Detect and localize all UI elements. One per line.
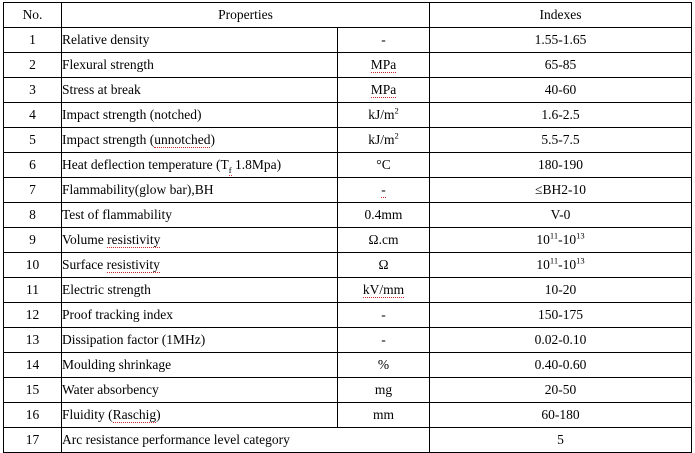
cell-property: Water absorbency [62,378,338,403]
table-row [4,253,692,278]
cell-no: 11 [4,278,62,303]
cell-unit [338,103,430,128]
table-row [4,153,692,178]
table-row [4,28,692,53]
cell-unit [338,78,430,103]
cell-unit: - [338,328,430,353]
cell-property: Stress at break [62,78,338,103]
cell-unit: - [338,28,430,53]
cell-index: 180-190 [430,153,692,178]
cell-no: 17 [4,428,62,453]
cell-index-base-a: 10 [536,231,550,247]
cell-property-subscript: f [228,164,232,175]
cell-no: 14 [4,353,62,378]
cell-index: 0.40-0.60 [430,353,692,378]
cell-no: 10 [4,253,62,278]
cell-property: Proof tracking index [62,303,338,328]
cell-no: 9 [4,228,62,253]
cell-index-exponent-b: 13 [576,255,585,266]
table-row [4,53,692,78]
table-row [4,353,692,378]
cell-property-text-flagged: resistivity [107,231,161,247]
cell-index: 150-175 [430,303,692,328]
table-row [4,278,692,303]
cell-index: 65-85 [430,53,692,78]
cell-property: Arc resistance performance level category [62,428,430,453]
cell-index: ≤BH2-10 [430,178,692,203]
cell-property-text-a: Surface [62,256,107,272]
column-header-no: No. [4,3,62,28]
cell-property-text-flagged: Raschig [112,406,157,422]
cell-property-text-b: ) [210,131,215,147]
cell-no: 5 [4,128,62,153]
cell-no: 7 [4,178,62,203]
cell-unit [338,178,430,203]
cell-property [62,403,338,428]
cell-unit-exponent: 2 [394,130,399,141]
table-row [4,303,692,328]
cell-property [62,153,338,178]
table-row [4,403,692,428]
cell-unit: mm [338,403,430,428]
table-row [4,128,692,153]
properties-table [3,2,692,453]
cell-property-text-a: Impact strength ( [62,131,155,147]
cell-unit-text: - [381,181,386,197]
cell-index-exponent-b: 13 [576,230,585,241]
cell-property: Relative density [62,28,338,53]
cell-property-text-flagged: resistivity [106,256,160,272]
cell-no: 2 [4,53,62,78]
cell-index-base-b: -10 [558,256,577,272]
cell-unit-text: MPa [370,81,397,97]
cell-unit [338,278,430,303]
cell-unit-text: kV/mm [362,281,405,297]
cell-unit: - [338,303,430,328]
table-row [4,328,692,353]
cell-unit [338,53,430,78]
cell-no: 12 [4,303,62,328]
cell-property-text-flagged: unnotched [154,131,211,147]
cell-no: 6 [4,153,62,178]
cell-index: V-0 [430,203,692,228]
cell-property: Electric strength [62,278,338,303]
cell-property-text-b: 1.8Mpa) [231,156,282,172]
table-row [4,178,692,203]
cell-no: 15 [4,378,62,403]
cell-no: 13 [4,328,62,353]
cell-index [430,228,692,253]
cell-unit: Ω.cm [338,228,430,253]
cell-no: 16 [4,403,62,428]
column-header-properties: Properties [62,3,430,28]
cell-unit: 0.4mm [338,203,430,228]
cell-unit [338,128,430,153]
table-row [4,203,692,228]
cell-property: Impact strength (notched) [62,103,338,128]
cell-index: 1.55-1.65 [430,28,692,53]
cell-property: Moulding shrinkage [62,353,338,378]
cell-property-text-a: Heat deflection temperature (T [62,156,229,172]
table-row [4,78,692,103]
cell-index-base-b: -10 [558,231,577,247]
cell-property: Flammability(glow bar),BH [62,178,338,203]
cell-no: 1 [4,28,62,53]
table-header-row [4,3,692,28]
cell-no: 8 [4,203,62,228]
cell-property: Flexural strength [62,53,338,78]
cell-unit: mg [338,378,430,403]
table-row [4,103,692,128]
cell-index: 5 [430,428,692,453]
table-row [4,378,692,403]
cell-index-exponent-a: 11 [549,230,559,241]
cell-unit-exponent: 2 [394,105,399,116]
cell-index: 10-20 [430,278,692,303]
cell-property [62,228,338,253]
cell-index: 40-60 [430,78,692,103]
cell-property [62,253,338,278]
column-header-indexes: Indexes [430,3,692,28]
cell-index: 5.5-7.5 [430,128,692,153]
cell-property: Test of flammability [62,203,338,228]
cell-property: Dissipation factor (1MHz) [62,328,338,353]
cell-property-text-a: Volume [62,231,108,247]
cell-property [62,128,338,153]
cell-index: 0.02-0.10 [430,328,692,353]
cell-no: 4 [4,103,62,128]
cell-unit: °C [338,153,430,178]
table-row [4,228,692,253]
cell-property-text-a: Fluidity ( [62,406,113,422]
cell-unit-text: kJ/m [368,106,395,122]
table-row [4,428,692,453]
cell-unit-text: kJ/m [368,131,395,147]
cell-property-text-b: ) [156,406,161,422]
cell-index-base-a: 10 [536,256,550,272]
cell-unit: % [338,353,430,378]
cell-unit-text: MPa [370,56,397,72]
cell-index-exponent-a: 11 [549,255,559,266]
cell-unit: Ω [338,253,430,278]
cell-index: 1.6-2.5 [430,103,692,128]
cell-index: 60-180 [430,403,692,428]
cell-no: 3 [4,78,62,103]
cell-index: 20-50 [430,378,692,403]
cell-index [430,253,692,278]
